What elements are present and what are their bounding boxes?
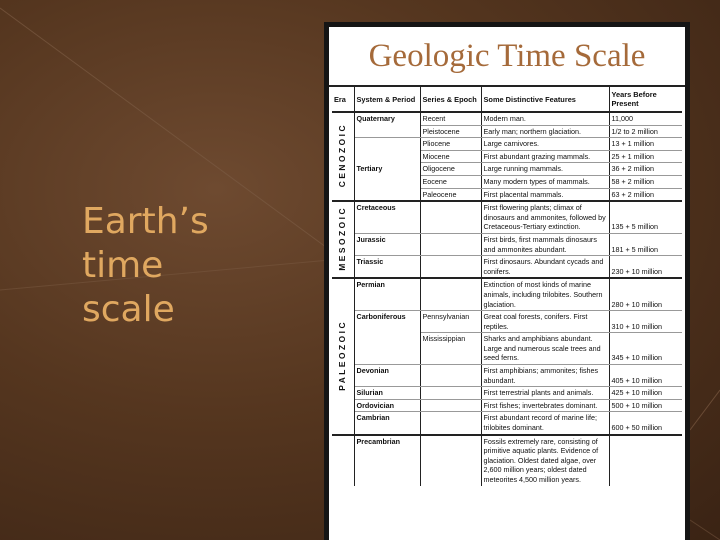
years-cell: 230 + 10 million — [609, 256, 682, 279]
features-cell: Many modern types of mammals. — [481, 175, 609, 188]
series-cell: Oligocene — [420, 163, 481, 176]
features-cell: Large carnivores. — [481, 138, 609, 151]
table-row — [332, 150, 682, 163]
years-cell: 181 + 5 million — [609, 233, 682, 255]
era-precambrian-blank — [332, 435, 354, 486]
years-cell: 58 + 2 million — [609, 175, 682, 188]
slide-title-line-1: Earth’s — [82, 201, 209, 242]
features-cell: First abundant record of marine life; trilobites dominant. — [481, 412, 609, 435]
series-cell: Eocene — [420, 175, 481, 188]
system-cell — [354, 150, 420, 163]
system-cell — [354, 138, 420, 151]
system-cell: Triassic — [354, 256, 420, 279]
sheet-title: Geologic Time Scale — [329, 27, 685, 87]
table-row — [332, 399, 682, 412]
features-cell: First placental mammals. — [481, 188, 609, 201]
features-cell: First fishes; invertebrates dominant. — [481, 399, 609, 412]
header-features: Some Distinctive Features — [481, 87, 609, 112]
features-cell: Early man; northern glaciation. — [481, 125, 609, 138]
table-row — [332, 163, 682, 176]
table-row — [332, 125, 682, 138]
series-cell — [420, 387, 481, 400]
series-cell: Pleistocene — [420, 125, 481, 138]
header-years: Years Before Present — [609, 87, 682, 112]
system-cell — [354, 188, 420, 201]
table-row — [332, 112, 682, 125]
series-cell: Paleocene — [420, 188, 481, 201]
years-cell: 25 + 1 million — [609, 150, 682, 163]
geologic-time-scale-image — [324, 22, 690, 540]
years-cell — [609, 435, 682, 486]
era-mesozoic: MESOZOIC — [332, 201, 354, 278]
years-cell: 600 + 50 million — [609, 412, 682, 435]
features-cell: First birds, first mammals dinosaurs and ammonites abundant. — [481, 233, 609, 255]
series-cell — [420, 399, 481, 412]
series-cell: Pennsylvanian — [420, 311, 481, 333]
table-header-row — [332, 87, 682, 112]
system-cell: Quaternary — [354, 112, 420, 125]
years-cell: 405 + 10 million — [609, 365, 682, 387]
features-cell: Sharks and amphibians abundant. Large and numerous scale trees and seed ferns. — [481, 333, 609, 365]
time-scale-sheet — [329, 27, 685, 540]
system-cell: Devonian — [354, 365, 420, 387]
table-row — [332, 201, 682, 233]
system-cell: Precambrian — [354, 435, 420, 486]
features-cell: Great coal forests, conifers. First reptiles. — [481, 311, 609, 333]
system-cell: Tertiary — [354, 163, 420, 176]
table-row — [332, 256, 682, 279]
system-cell: Jurassic — [354, 233, 420, 255]
years-cell: 310 + 10 million — [609, 311, 682, 333]
system-cell: Silurian — [354, 387, 420, 400]
features-cell: First dinosaurs. Abundant cycads and conifers. — [481, 256, 609, 279]
table-row — [332, 311, 682, 333]
series-cell: Recent — [420, 112, 481, 125]
era-cenozoic: CENOZOIC — [332, 112, 354, 201]
years-cell: 11,000 — [609, 112, 682, 125]
table-row — [332, 188, 682, 201]
features-cell: First amphibians; ammonites; fishes abundant. — [481, 365, 609, 387]
series-cell: Miocene — [420, 150, 481, 163]
slide-title-line-3: scale — [82, 289, 175, 330]
years-cell: 13 + 1 million — [609, 138, 682, 151]
table-row — [332, 138, 682, 151]
system-cell: Cambrian — [354, 412, 420, 435]
system-cell: Carboniferous — [354, 311, 420, 333]
years-cell: 36 + 2 million — [609, 163, 682, 176]
series-cell — [420, 435, 481, 486]
system-cell: Permian — [354, 278, 420, 310]
features-cell: Fossils extremely rare, consisting of primitive aquatic plants. Evidence of glaciation. Oldest dated algae, over 2,600 million years; oldest dated meteorites 4,500 million years. — [481, 435, 609, 486]
table-row — [332, 278, 682, 310]
table-row — [332, 435, 682, 486]
years-cell: 500 + 10 million — [609, 399, 682, 412]
header-era: Era — [332, 87, 354, 112]
features-cell: First flowering plants; climax of dinosaurs and ammonites, followed by Cretaceous-Tertiary extinction. — [481, 201, 609, 233]
series-cell — [420, 278, 481, 310]
series-cell — [420, 365, 481, 387]
features-cell: Large running mammals. — [481, 163, 609, 176]
system-cell: Ordovician — [354, 399, 420, 412]
series-cell — [420, 412, 481, 435]
header-series: Series & Epoch — [420, 87, 481, 112]
years-cell: 135 + 5 million — [609, 201, 682, 233]
years-cell: 280 + 10 million — [609, 278, 682, 310]
table-row — [332, 233, 682, 255]
years-cell: 1/2 to 2 million — [609, 125, 682, 138]
system-cell — [354, 333, 420, 365]
years-cell: 63 + 2 million — [609, 188, 682, 201]
system-cell: Cretaceous — [354, 201, 420, 233]
table-row — [332, 175, 682, 188]
features-cell: First abundant grazing mammals. — [481, 150, 609, 163]
series-cell — [420, 201, 481, 233]
features-cell: Modern man. — [481, 112, 609, 125]
table-row — [332, 365, 682, 387]
series-cell: Pliocene — [420, 138, 481, 151]
features-cell: Extinction of most kinds of marine animals, including trilobites. Southern glaciation. — [481, 278, 609, 310]
series-cell: Mississippian — [420, 333, 481, 365]
table-row — [332, 387, 682, 400]
features-cell: First terrestrial plants and animals. — [481, 387, 609, 400]
era-paleozoic: PALEOZOIC — [332, 278, 354, 434]
slide-title — [82, 200, 302, 332]
series-cell — [420, 256, 481, 279]
system-cell — [354, 175, 420, 188]
slide-title-line-2: time — [82, 245, 164, 286]
years-cell: 345 + 10 million — [609, 333, 682, 365]
table-row — [332, 412, 682, 435]
time-scale-table — [332, 87, 682, 486]
system-cell — [354, 125, 420, 138]
years-cell: 425 + 10 million — [609, 387, 682, 400]
header-system: System & Period — [354, 87, 420, 112]
table-row — [332, 333, 682, 365]
series-cell — [420, 233, 481, 255]
